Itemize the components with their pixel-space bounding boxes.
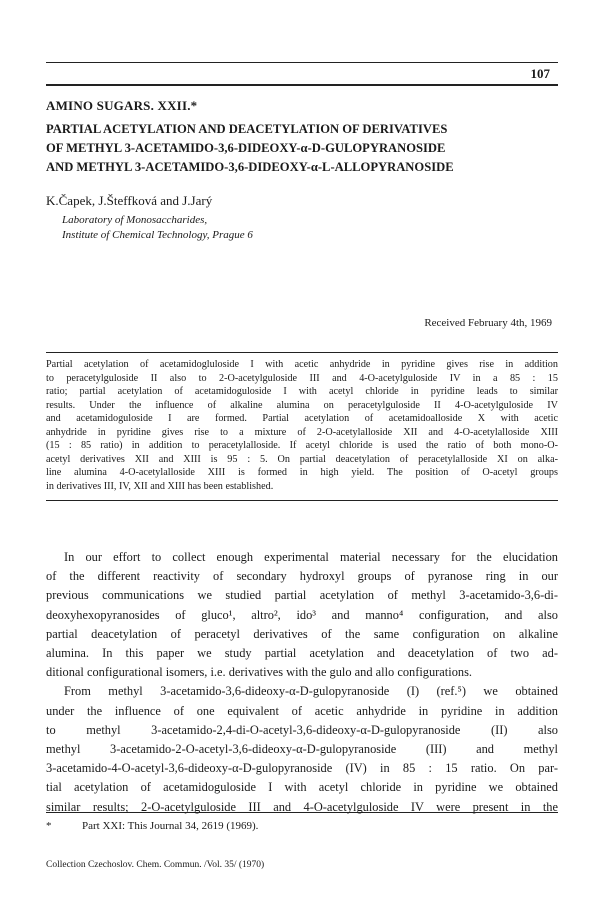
affiliation bbox=[62, 213, 253, 243]
body-line: previous communications we studied partial acetylation of methyl 3-acetamido-3,6-di- bbox=[46, 588, 558, 603]
abstract-line: acetyl derivatives XII and XIII is 95 : 5. On partial deacetylation of peracetylalloside XI on alka- bbox=[46, 453, 558, 465]
article-title bbox=[46, 120, 566, 177]
abstract-top-rule bbox=[46, 352, 558, 353]
title-line: PARTIAL ACETYLATION AND DEACETYLATION OF DERIVATIVES bbox=[46, 122, 448, 136]
authors: K.Čapek, J.Šteffková and J.Jarý bbox=[46, 193, 213, 208]
page-number: 107 bbox=[530, 66, 550, 81]
journal-citation: Collection Czechoslov. Chem. Commun. /Vol. 35/ (1970) bbox=[46, 860, 265, 870]
footnote bbox=[46, 820, 258, 832]
affiliation-line: Laboratory of Monosaccharides, bbox=[62, 214, 208, 226]
received-date: Received February 4th, 1969 bbox=[424, 317, 552, 329]
abstract-line: and acetamidoguloside I are formed. Partial acetylation of acetamidoalloside X with acetic bbox=[46, 413, 558, 424]
body-line: of the different reactivity of secondary hydroxyl groups of pyranose ring in our bbox=[46, 569, 558, 584]
title-line: OF METHYL 3-ACETAMIDO-3,6-DIDEOXY-α-D-GULOPYRANOSIDE bbox=[46, 141, 446, 155]
abstract-line: in derivatives III, IV, XII and XIII has been established. bbox=[46, 480, 274, 492]
footnote-text: Part XXI: This Journal 34, 2619 (1969). bbox=[82, 820, 259, 832]
abstract-line: anhydride in pyridine gives rise to a mixture of 2-O-acetylalloside XII and 4-O-acetylalloside XIII bbox=[46, 426, 558, 438]
body-line: deoxyhexopyranosides of gluco¹, altro², ido³ and manno⁴ configuration, and also bbox=[46, 607, 558, 622]
body-line: In our effort to collect enough experimental material necessary for the elucidation bbox=[64, 550, 558, 564]
body-line: From methyl 3-acetamido-3,6-dideoxy-α-D-gulopyranoside (I) (ref.⁵) we obtained bbox=[64, 684, 558, 699]
body-text bbox=[46, 548, 558, 817]
title-line: AND METHYL 3-ACETAMIDO-3,6-DIDEOXY-α-L-ALLOPYRANOSIDE bbox=[46, 160, 454, 174]
body-line: 3-acetamido-4-O-acetyl-3,6-dideoxy-α-D-gulopyranoside (IV) in 85 : 15 ratio. On par- bbox=[46, 761, 558, 776]
body-line: ditional configurational isomers, i.e. derivatives with the gulo and allo configurations. bbox=[46, 665, 473, 680]
series-heading: AMINO SUGARS. XXII.* bbox=[46, 98, 198, 113]
body-line: similar results; 2-O-acetylguloside III and 4-O-acetylguloside IV were present in the bbox=[46, 799, 558, 814]
footnote-rule bbox=[46, 812, 558, 813]
top-rule bbox=[46, 62, 558, 63]
abstract-line: Partial acetylation of acetamidogluloside I with acetic anhydride in pyridine gives rise in addition bbox=[46, 359, 558, 370]
header-rule bbox=[46, 84, 558, 86]
abstract-line: results. Under the influence of alkaline alumina on peracetylguloside II 4-O-acetylguloside IV bbox=[46, 399, 558, 411]
abstract-line: (15 : 85 ratio) in addition to peracetylalloside. If acetyl chloride is used the ratio of both mono-O- bbox=[46, 440, 558, 451]
body-line: methyl 3-acetamido-2-O-acetyl-3,6-dideoxy-α-D-gulopyranoside (III) and methyl bbox=[46, 742, 558, 757]
body-line: under the influence of one equivalent of acetic anhydride in pyridine in addition bbox=[46, 703, 558, 718]
body-line: tial acetylation of acetamidoguloside I with acetyl chloride in pyridine we obtained bbox=[46, 780, 558, 795]
abstract-bottom-rule bbox=[46, 500, 558, 501]
body-line: alumina. In this paper we study partial acetylation and deacetylation of two ad- bbox=[46, 646, 558, 661]
body-line: partial deacetylation of peracetyl derivatives of the same configuration on alkaline bbox=[46, 626, 558, 641]
footnote-mark: * bbox=[46, 820, 52, 832]
affiliation-line: Institute of Chemical Technology, Prague 6 bbox=[62, 229, 253, 241]
abstract-line: line alumina 4-O-acetylalloside XIII is formed in high yield. The position of O-acetyl groups bbox=[46, 467, 558, 478]
abstract-line: ratio; partial acetylation of acetamidoguloside I with acetyl chloride in pyridine leads to similar bbox=[46, 386, 558, 397]
body-line: to methyl 3-acetamido-2,4-di-O-acetyl-3,6-dideoxy-α-D-gulopyranoside (II) also bbox=[46, 722, 558, 737]
abstract bbox=[46, 358, 558, 493]
abstract-line: to peracetylguloside II also to 2-O-acetylguloside III and 4-O-acetylguloside IV in a 85 : 15 bbox=[46, 372, 558, 384]
